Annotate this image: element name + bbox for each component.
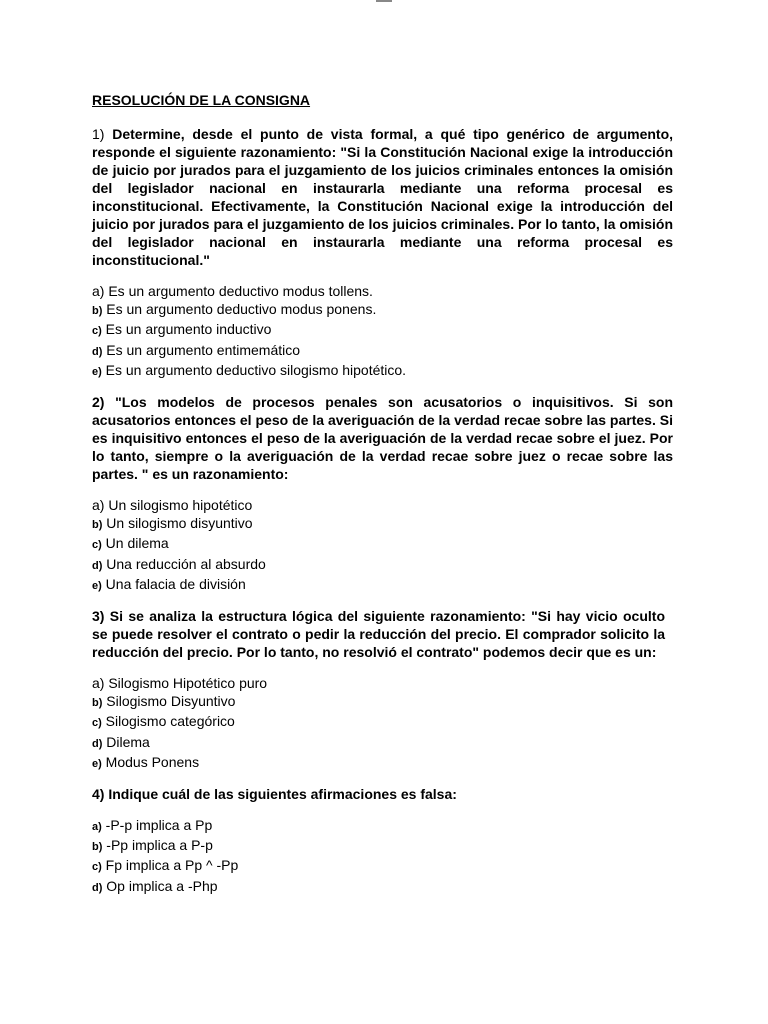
options-list-2 xyxy=(92,496,673,595)
option-b: b) -Pp implica a P-p xyxy=(92,837,213,854)
question-2 xyxy=(92,393,673,483)
option-a: a) Silogismo Hipotético puro xyxy=(92,675,268,692)
document-title: RESOLUCIÓN DE LA CONSIGNA xyxy=(92,92,311,108)
question-number: 2) xyxy=(92,394,105,411)
option-e: e) Es un argumento deductivo silogismo hipotético. xyxy=(92,361,407,378)
option-b: b) Silogismo Disyuntivo xyxy=(92,693,236,710)
options-list-1 xyxy=(92,282,673,381)
option-e: e) Una falacia de división xyxy=(92,575,246,592)
question-4 xyxy=(92,785,673,803)
question-number: 3) xyxy=(92,608,105,625)
option-d: d) Op implica a -Php xyxy=(92,877,218,894)
options-list-4 xyxy=(92,816,673,897)
question-text: Determine, desde el punto de vista formal, a qué tipo genérico de argumento, responde el siguiente razonamiento: "Si la Constitución Nacional exige la introducción de juicio por jurados para el juzgamiento de los juicios criminales entonces la omisión del legislador nacional en instaurarla mediante una reforma procesal es inconstitucional. Efectivamente, la Constitución Nacional exige la introducción del juicio por jurados para el juzgamiento de los juicios criminales. Por lo tanto, la omisión del legislador nacional en instaurarla mediante una reforma procesal es inconstitucional." xyxy=(92,126,674,268)
option-d: d) Dilema xyxy=(92,733,150,750)
question-number: 4) xyxy=(92,786,105,803)
page-top-mark xyxy=(376,0,392,2)
option-a: a) -P-p implica a Pp xyxy=(92,817,213,834)
option-d: d) Es un argumento entimemático xyxy=(92,341,301,358)
option-c: c) Un dilema xyxy=(92,535,169,552)
question-number: 1) xyxy=(92,126,105,142)
option-b: b) Es un argumento deductivo modus ponens. xyxy=(92,301,377,318)
document-page xyxy=(92,91,673,909)
option-c: c) Fp implica a Pp ^ -Pp xyxy=(92,857,239,874)
option-c: c) Silogismo categórico xyxy=(92,713,235,730)
option-c: c) Es un argumento inductivo xyxy=(92,321,272,338)
option-b: b) Un silogismo disyuntivo xyxy=(92,515,253,532)
question-1 xyxy=(92,125,673,269)
option-e: e) Modus Ponens xyxy=(92,753,200,770)
option-d: d) Una reducción al absurdo xyxy=(92,555,266,572)
question-text: "Los modelos de procesos penales son acusatorios o inquisitivos. Si son acusatorios entonces el peso de la averiguación de la verdad recae sobre las partes. Si es inquisitivo entonces el peso de la averiguación de la verdad recae sobre el juez. Por lo tanto, siempre o la averiguación de la verdad recae sobre juez o recae sobre las partes. " es un razonamiento: xyxy=(92,394,673,483)
question-text: Si se analiza la estructura lógica del siguiente razonamiento: "Si hay vicio oculto se puede resolver el contrato o pedir la reducción del precio. El comprador solicito la reducción del precio. Por lo tanto, no resolvió el contrato" podemos decir que es un: xyxy=(92,608,665,661)
option-a: a) Un silogismo hipotético xyxy=(92,497,253,514)
question-text: Indique cuál de las siguientes afirmaciones es falsa: xyxy=(108,786,457,803)
question-3 xyxy=(92,607,665,661)
options-list-3 xyxy=(92,674,673,773)
option-a: a) Es un argumento deductivo modus tollens. xyxy=(92,283,373,299)
